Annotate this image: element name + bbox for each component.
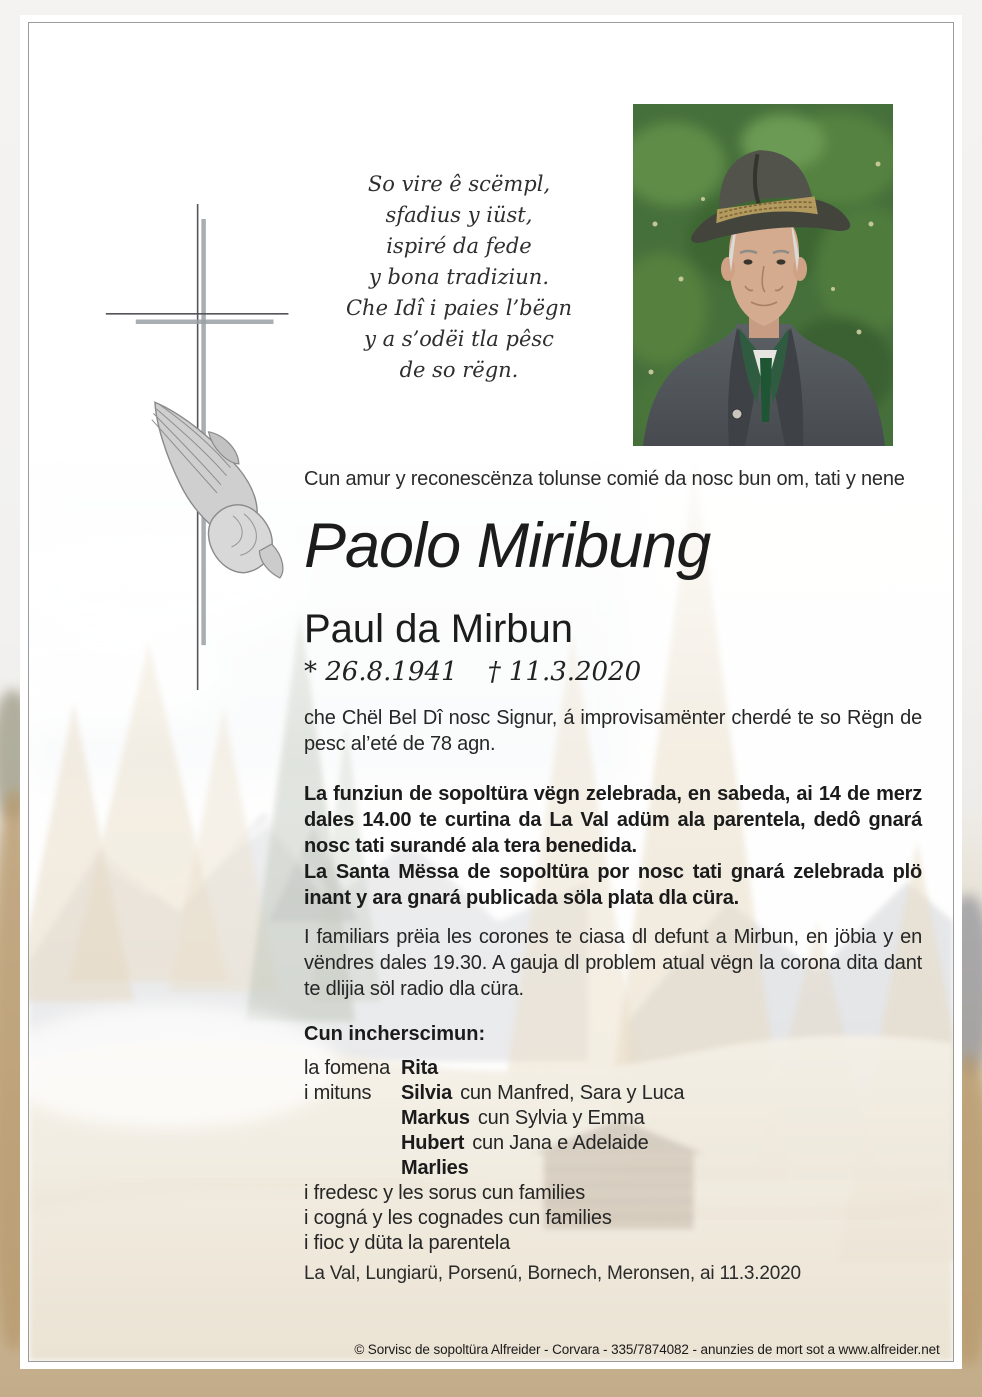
family-line: i fredesc y les sorus cun families — [304, 1182, 586, 1204]
funeral-info-paragraph — [304, 781, 922, 911]
life-dates — [304, 657, 922, 687]
poem-line: ispiré da fede — [386, 234, 532, 258]
family-line: i fioc y düta la parentela — [304, 1232, 511, 1254]
mourner-relation — [304, 1156, 401, 1181]
memorial-card — [28, 22, 954, 1362]
poem-line: sfadius y iüst, — [385, 203, 533, 227]
mourner-relation — [304, 1131, 401, 1156]
funeral-line: La funziun de sopoltüra vëgn zelebrada, en sabeda, ai 14 de merz dales 14.00 te curtina da La Val adüm ala parentela, dedô gnará nosc tati surandé ala tera benedida. — [304, 783, 922, 857]
mourner-name: Hubert — [401, 1132, 465, 1154]
mourner-row — [304, 1131, 922, 1156]
death-notice-paragraph: che Chël Bel Dî nosc Signur, á improvisamënter cherdé te so Rëgn de pesc al’eté de 78 agn. — [304, 707, 922, 755]
mourner-name: Rita — [401, 1057, 438, 1079]
mourner-row — [304, 1106, 922, 1131]
poem-line: y bona tradiziun. — [368, 265, 549, 289]
wreaths-paragraph: I familiars prëia les corones te ciasa dl defunt a Mirbun, en jöbia y en vëndres dales 19.30. A gauja dl problem atual vëgn la corona dita dant te dlijia söl radio dla cüra. — [304, 926, 922, 1000]
mourner-name: Silvia — [401, 1082, 453, 1104]
poem-line: Che Idî i paies l’bëgn — [345, 296, 572, 320]
family-line: i cogná y les cognades cun families — [304, 1207, 612, 1229]
mourner-name: Markus — [401, 1107, 470, 1129]
mourner-name: Marlies — [401, 1157, 469, 1179]
mourner-family: cun Manfred, Sara y Luca — [460, 1082, 685, 1104]
funeral-service-footer: © Sorvisc de sopoltüra Alfreider - Corvara - 335/7874082 - anunzies de mort sot a www.alfreider.net — [354, 1342, 940, 1357]
death-date: † 11.3.2020 — [487, 657, 642, 687]
poem-line: y a s’odëi tla pêsc — [364, 327, 554, 351]
mass-line: La Santa Mëssa de sopoltüra por nosc tati gnará zelebrada plö inant y ara gnará publicada söla plata dla cüra. — [304, 861, 922, 909]
poem-line: So vire ê scëmpl, — [367, 172, 551, 196]
mourner-relation — [304, 1106, 401, 1131]
mourner-relation: la fomena — [304, 1057, 391, 1079]
mourner-relation: i mituns — [304, 1082, 372, 1104]
extended-family-lines — [304, 1181, 922, 1256]
mourner-row — [304, 1156, 922, 1181]
announcement-intro: Cun amur y reconescënza tolunse comié da nosc bun om, tati y nene — [304, 468, 905, 490]
poem-line: de so rëgn. — [399, 358, 519, 382]
mourning-heading: Cun incherscimun: — [304, 1023, 486, 1045]
mourners-list — [304, 1056, 922, 1181]
deceased-name: Paolo Miribung — [304, 511, 711, 581]
portrait-photo — [633, 104, 893, 446]
memorial-poem — [309, 169, 609, 386]
praying-hands-icon — [120, 381, 313, 601]
mourner-row — [304, 1081, 922, 1106]
deceased-ladin-name: Paul da Mirbun — [304, 607, 574, 651]
mourner-family: cun Sylvia y Emma — [477, 1107, 645, 1129]
mourner-row — [304, 1056, 922, 1081]
mourner-family: cun Jana e Adelaide — [472, 1132, 649, 1154]
place-and-date-line: La Val, Lungiarü, Porsenú, Bornech, Meronsen, ai 11.3.2020 — [304, 1263, 801, 1284]
birth-date: * 26.8.1941 — [304, 657, 458, 687]
